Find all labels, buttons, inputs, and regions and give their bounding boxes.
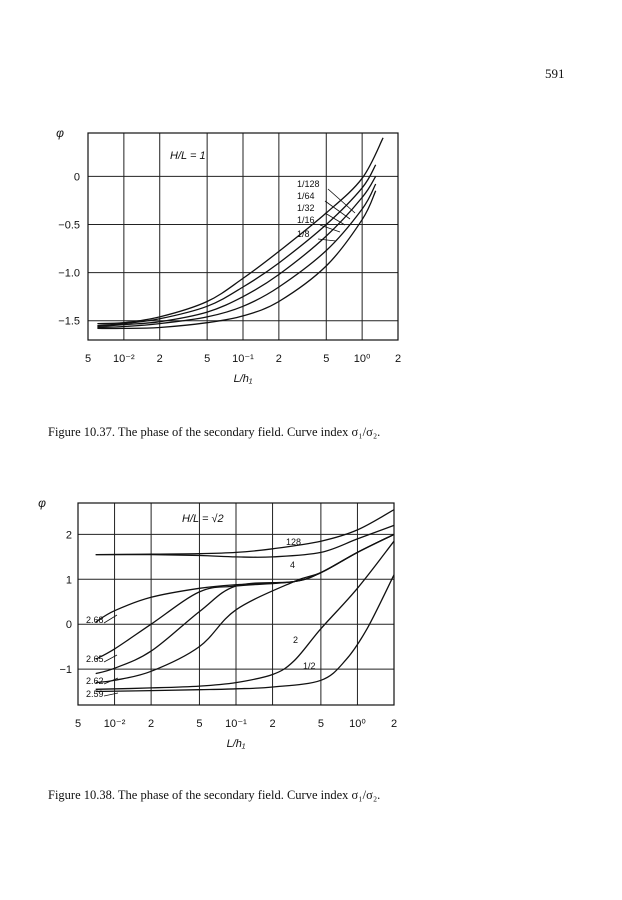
- y-tick-label: −1: [59, 664, 72, 677]
- chart-title: H/L = √2: [182, 513, 224, 525]
- series-curve: [97, 165, 375, 326]
- series-label: 2.65: [86, 654, 104, 664]
- x-tick-label: 5: [74, 718, 82, 730]
- series-curve: [97, 191, 375, 329]
- series-curve: [96, 525, 394, 557]
- x-tick-label: 10⁻²: [113, 353, 135, 365]
- series-curve: [97, 138, 383, 324]
- y-tick-label: 0: [73, 171, 80, 184]
- chart-title: H/L = 1: [170, 150, 206, 162]
- series-label: 1/16: [297, 215, 315, 225]
- y-tick-label: −1.5: [58, 315, 80, 328]
- x-tick-label: 5: [204, 353, 211, 365]
- x-tick-label: 2: [275, 353, 282, 365]
- phase-chart-hl-sqrt2: [0, 495, 622, 760]
- x-tick-label: 2: [269, 718, 276, 730]
- series-label: 1/64: [297, 191, 315, 201]
- series-label: 1/32: [297, 203, 315, 213]
- phase-chart-hl-1: [0, 125, 622, 390]
- x-tick-label: 5: [196, 718, 203, 730]
- x-tick-label: 5: [317, 718, 324, 730]
- series-curve: [96, 575, 394, 692]
- figure-10-38: [0, 495, 622, 760]
- x-tick-label: 10⁰: [353, 353, 371, 365]
- series-label: 1/8: [297, 229, 310, 239]
- x-axis-label: L/h₁: [233, 373, 253, 385]
- series-label: 2.62: [86, 676, 104, 686]
- label-leader-line: [104, 693, 118, 696]
- y-tick-label: −0.5: [58, 219, 80, 232]
- series-curve: [97, 176, 375, 326]
- y-axis-label: φ: [56, 126, 64, 140]
- y-tick-label: 0: [65, 619, 72, 632]
- figure-10-38-caption: Figure 10.38. The phase of the secondary field. Curve index σ₁/σ₂.: [48, 788, 381, 802]
- series-label: 1/128: [297, 179, 320, 189]
- series-label: 2.68: [86, 615, 104, 625]
- series-label: 2.59: [86, 689, 104, 699]
- series-label: 4: [290, 560, 296, 570]
- y-tick-label: −1.0: [58, 267, 80, 280]
- y-tick-label: 1: [65, 574, 72, 587]
- figure-10-37-caption: Figure 10.37. The phase of the secondary field. Curve index σ₁/σ₂.: [48, 425, 381, 439]
- x-tick-label: 10⁻²: [103, 718, 126, 730]
- x-axis-label: L/h₁: [226, 738, 246, 750]
- x-tick-label: 2: [390, 718, 398, 730]
- x-tick-label: 5: [84, 353, 92, 365]
- x-tick-label: 10⁻¹: [232, 353, 254, 365]
- x-tick-label: 2: [156, 353, 163, 365]
- series-label: 128: [286, 537, 302, 547]
- series-label: 1/2: [303, 661, 316, 671]
- figure-10-37: [0, 125, 622, 390]
- x-tick-label: 5: [323, 353, 330, 365]
- y-tick-label: 2: [65, 529, 72, 542]
- x-tick-label: 10⁻¹: [225, 718, 247, 730]
- x-tick-label: 2: [148, 718, 155, 730]
- series-curve: [96, 541, 394, 689]
- series-curve: [96, 510, 394, 555]
- x-tick-label: 2: [394, 353, 402, 365]
- page-number: 591: [545, 66, 565, 81]
- x-tick-label: 10⁰: [349, 718, 366, 730]
- series-label: 2: [293, 635, 299, 645]
- series-curve: [96, 534, 394, 622]
- y-axis-label: φ: [38, 496, 46, 510]
